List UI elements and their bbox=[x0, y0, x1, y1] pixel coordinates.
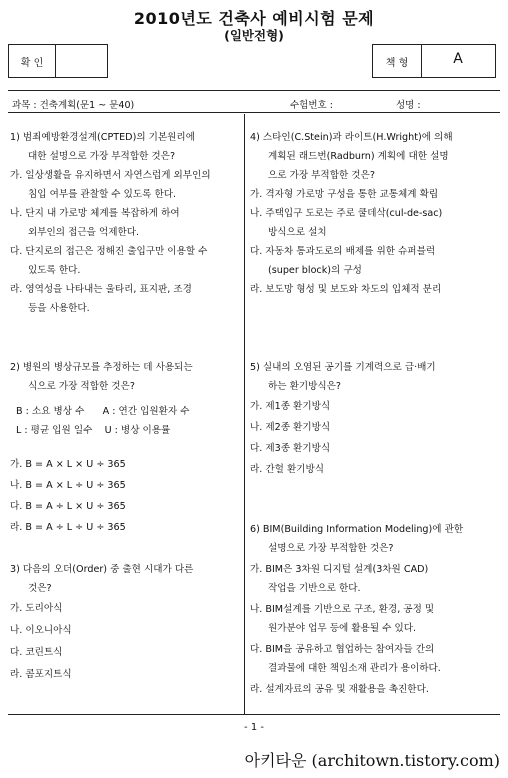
stem-line: 설명으로 가장 부적합한 것은? bbox=[268, 543, 394, 554]
question-2 bbox=[10, 358, 240, 538]
option-line: 다. BIM을 공유하고 협업하는 참여자들 간의 bbox=[250, 644, 435, 655]
option-line: 침입 여부를 관찰할 수 있도록 한다. bbox=[28, 189, 177, 200]
option-line: 나. 주택입구 도로는 주로 쿨데삭(cul-de-sac) bbox=[250, 208, 443, 219]
question-5-stem bbox=[250, 358, 500, 396]
booklet-type-box bbox=[372, 44, 496, 78]
option-na bbox=[250, 600, 500, 638]
footer-rule bbox=[8, 714, 500, 715]
option-line: 가. BIM은 3차원 디지털 설계(3차원 CAD) bbox=[250, 564, 429, 575]
option-line: 있도록 한다. bbox=[28, 265, 81, 276]
option-na: 나. B = A × L ÷ U ÷ 365 bbox=[10, 480, 126, 491]
option-ra: 라. B = A ÷ L ÷ U ÷ 365 bbox=[10, 522, 126, 533]
option-line: 작업을 기반으로 한다. bbox=[268, 583, 361, 594]
stem-line: 식으로 가장 적합한 것은? bbox=[28, 381, 135, 392]
option-line: 가. 일상생활을 유지하면서 자연스럽게 외부인의 bbox=[10, 170, 211, 181]
question-5 bbox=[250, 358, 500, 480]
stem-line: 대한 설명으로 가장 부적합한 것은? bbox=[28, 151, 176, 162]
stem-line: 계획된 래드번(Radburn) 계획에 대한 설명 bbox=[268, 151, 449, 162]
stem-line: 1) 범죄예방환경설계(CPTED)의 기본원리에 bbox=[10, 132, 195, 143]
stem-line: 2) 병원의 병상규모를 추정하는 데 사용되는 bbox=[10, 362, 193, 373]
option-ga bbox=[10, 166, 240, 204]
exam-subtitle: (일반전형) bbox=[224, 28, 284, 43]
booklet-label: 책 형 bbox=[385, 58, 409, 69]
option-line: 등을 사용한다. bbox=[28, 303, 90, 314]
option-ga: 가. 도리아식 bbox=[10, 603, 63, 614]
option-line: 원가분야 업무 등에 활용될 수 있다. bbox=[268, 623, 417, 634]
question-6-stem bbox=[250, 520, 500, 558]
question-4 bbox=[250, 128, 500, 299]
confirm-divider bbox=[55, 45, 56, 77]
legend-line: B : 소요 병상 수 A : 연간 입원환자 수 bbox=[16, 406, 190, 417]
question-1-stem bbox=[10, 128, 240, 166]
option-line: 나. 단지 내 가로망 체계를 복잡하게 하여 bbox=[10, 208, 180, 219]
option-line: 방식으로 설치 bbox=[268, 227, 327, 238]
option-da: 다. B = A ÷ L × U ÷ 365 bbox=[10, 501, 126, 512]
question-6 bbox=[250, 520, 500, 699]
option-ra: 라. 설계자료의 공유 및 재활용을 촉진한다. bbox=[250, 684, 429, 695]
option-da: 다. 제3종 환기방식 bbox=[250, 443, 331, 454]
variable-legend bbox=[10, 402, 240, 440]
question-2-stem bbox=[10, 358, 240, 396]
question-2-options bbox=[10, 454, 240, 538]
meta-top-rule bbox=[8, 90, 500, 91]
option-da bbox=[10, 242, 240, 280]
column-divider bbox=[244, 114, 245, 714]
question-3-stem bbox=[10, 560, 240, 598]
option-line: 라. 영역성을 나타내는 울타리, 표지판, 조경 bbox=[10, 284, 192, 295]
option-line: (super block)의 구성 bbox=[268, 265, 362, 276]
option-na: 나. 이오니아식 bbox=[10, 625, 72, 636]
option-na: 나. 제2종 환기방식 bbox=[250, 422, 331, 433]
stem-line: 4) 스타인(C.Stein)과 라이트(H.Wright)에 의해 bbox=[250, 132, 453, 143]
question-3 bbox=[10, 560, 240, 686]
stem-line: 5) 실내의 오염된 공기를 기계력으로 급·배기 bbox=[250, 362, 436, 373]
option-ra bbox=[10, 280, 240, 318]
exam-number-label: 수험번호 : bbox=[290, 100, 333, 111]
stem-line: 것은? bbox=[28, 583, 52, 594]
option-line: 다. 단지로의 접근은 정해진 출입구만 이용할 수 bbox=[10, 246, 208, 257]
option-line: 나. BIM설계를 기반으로 구조, 환경, 공정 및 bbox=[250, 604, 435, 615]
option-na bbox=[250, 204, 500, 242]
subject-label: 과목 : 건축계획(문1 ~ 문40) bbox=[12, 100, 135, 111]
exam-title: 2010년도 건축사 예비시험 문제 bbox=[133, 9, 375, 28]
candidate-name-label: 성명 : bbox=[396, 100, 421, 111]
option-line: 결과물에 대한 책임소재 관리가 용이하다. bbox=[268, 663, 441, 674]
page-number: - 1 - bbox=[244, 722, 264, 733]
option-ra: 라. 간헐 환기방식 bbox=[250, 464, 325, 475]
question-4-stem bbox=[250, 128, 500, 185]
option-ga: 가. 제1종 환기방식 bbox=[250, 401, 331, 412]
confirm-box bbox=[8, 44, 108, 78]
option-ra: 라. 보도망 형성 및 보도와 차도의 입체적 분리 bbox=[250, 284, 442, 295]
booklet-value: A bbox=[453, 51, 463, 67]
source-credit: 아키타운 (architown.tistory.com) bbox=[244, 751, 500, 770]
option-ga: 가. B = A × L × U ÷ 365 bbox=[10, 459, 126, 470]
legend-line: L : 평균 입원 일수 U : 병상 이용률 bbox=[16, 425, 171, 436]
option-da: 다. 코린트식 bbox=[10, 647, 63, 658]
confirm-label: 확 인 bbox=[20, 58, 44, 69]
stem-line: 으로 가장 부적합한 것은? bbox=[268, 170, 375, 181]
question-1 bbox=[10, 128, 240, 318]
option-na bbox=[10, 204, 240, 242]
meta-bottom-rule bbox=[8, 112, 500, 113]
option-da bbox=[250, 242, 500, 280]
option-ga: 가. 격자형 가로망 구성을 통한 교통체계 확립 bbox=[250, 189, 439, 200]
stem-line: 하는 환기방식은? bbox=[268, 381, 342, 392]
option-ra: 라. 콤포지트식 bbox=[10, 669, 72, 680]
option-ga bbox=[250, 560, 500, 598]
option-line: 외부인의 접근을 억제한다. bbox=[28, 227, 140, 238]
stem-line: 6) BIM(Building Information Modeling)에 관한 bbox=[250, 524, 464, 535]
stem-line: 3) 다음의 오더(Order) 중 출현 시대가 다른 bbox=[10, 564, 194, 575]
option-line: 다. 자동차 통과도로의 배제를 위한 슈퍼블럭 bbox=[250, 246, 436, 257]
option-da bbox=[250, 640, 500, 678]
